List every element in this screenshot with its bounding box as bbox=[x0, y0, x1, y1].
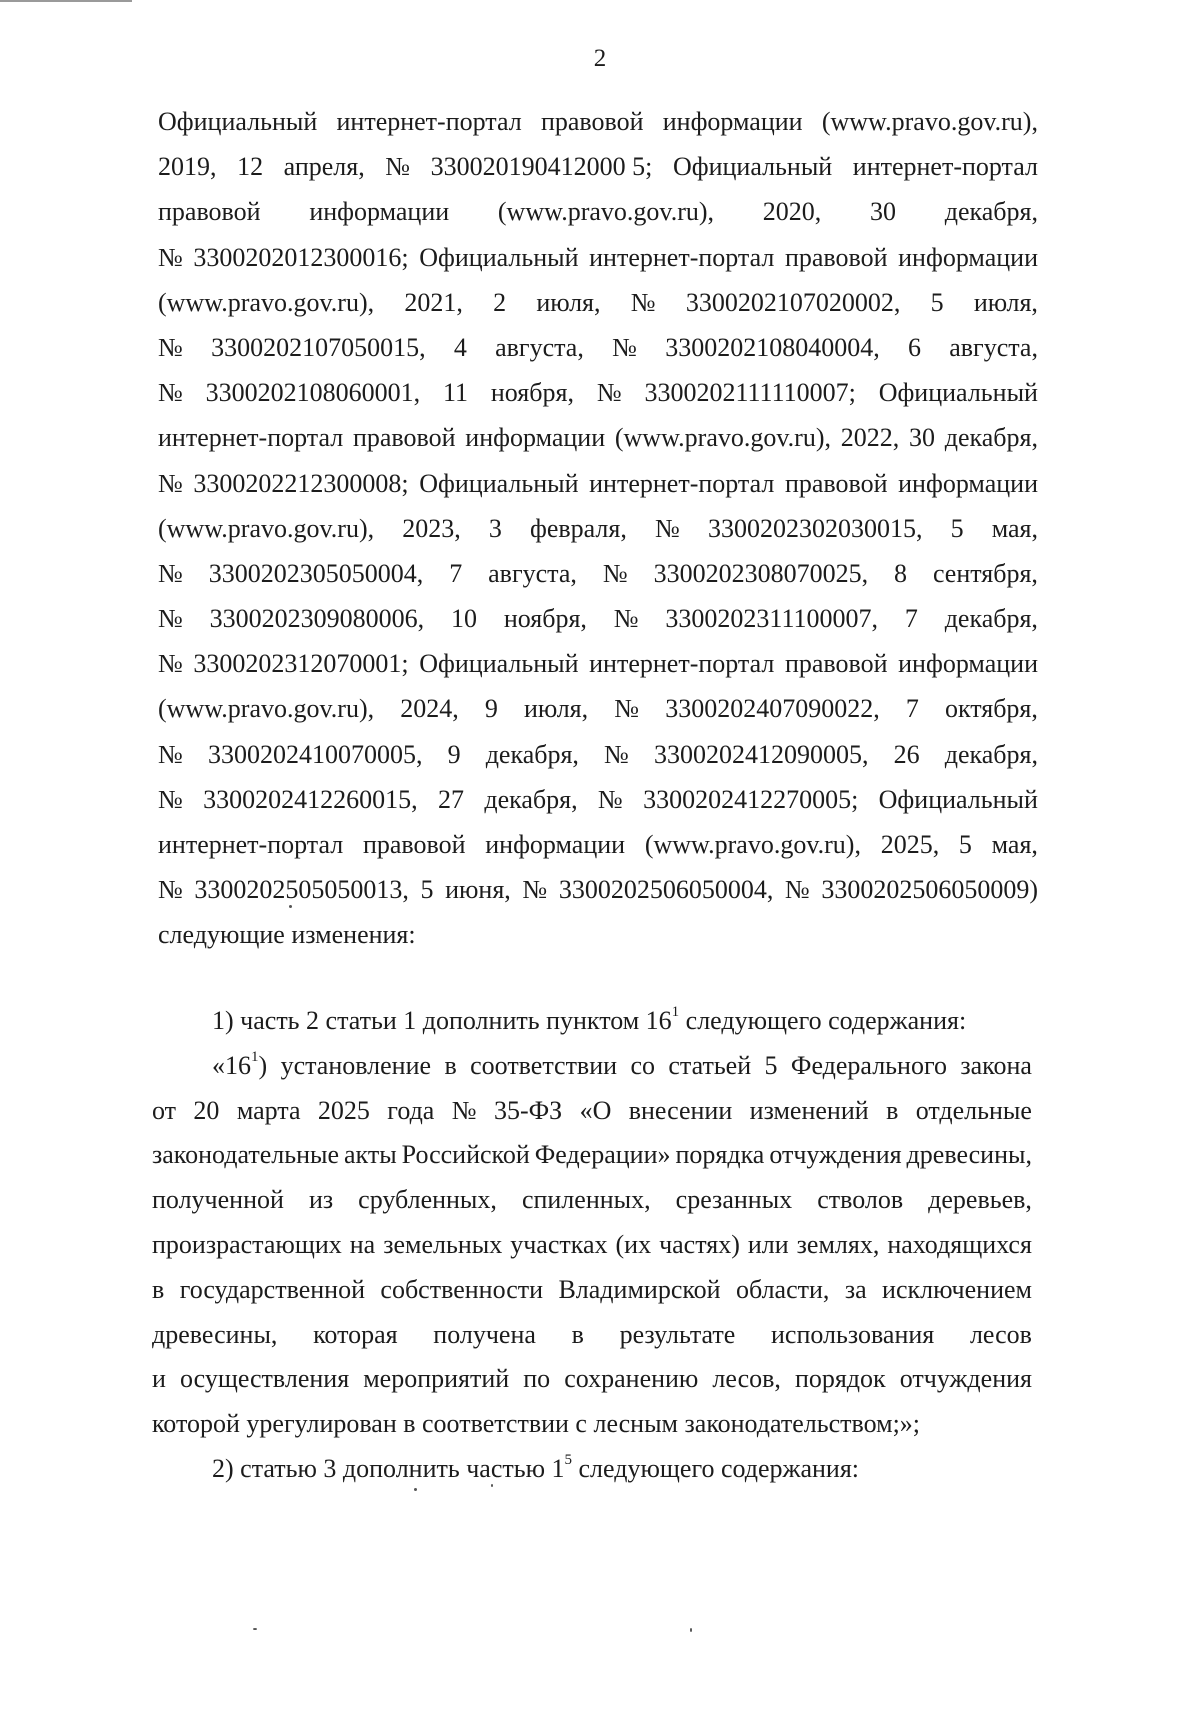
word: декабря, bbox=[485, 739, 579, 769]
word: 3300202412260015, bbox=[203, 784, 418, 814]
word: 7 bbox=[449, 558, 463, 588]
quote-open-number: «$16^1$) bbox=[212, 1049, 268, 1080]
word: порядок bbox=[794, 1364, 886, 1394]
word: правовой bbox=[352, 423, 456, 453]
word: 4 bbox=[453, 332, 467, 362]
text-line bbox=[152, 1178, 1032, 1223]
word: 2022, bbox=[840, 423, 900, 453]
word: 2025, bbox=[880, 830, 940, 859]
word: 2 bbox=[493, 287, 507, 317]
word: полученной bbox=[152, 1185, 284, 1215]
word: № bbox=[158, 875, 183, 905]
word: собственности bbox=[380, 1274, 544, 1304]
word: 3300202311100007, bbox=[665, 604, 878, 634]
text-line bbox=[158, 641, 1038, 686]
text-line bbox=[158, 461, 1038, 506]
word: правовой bbox=[784, 242, 888, 272]
word: информации bbox=[898, 242, 1038, 272]
word: (www.pravo.gov.ru), bbox=[821, 107, 1038, 136]
word: из bbox=[308, 1185, 334, 1215]
word: (www.pravo.gov.ru), bbox=[497, 197, 715, 227]
word: или bbox=[747, 1229, 789, 1259]
text-line bbox=[158, 732, 1038, 777]
word: № bbox=[522, 875, 548, 905]
word: в bbox=[571, 1319, 584, 1349]
word: 3300202108060001, bbox=[205, 378, 421, 408]
word: Владимирской bbox=[558, 1274, 721, 1304]
word: Официальный bbox=[419, 468, 579, 498]
word: 2019, bbox=[158, 152, 217, 182]
text-line bbox=[158, 686, 1038, 731]
word: ноября, bbox=[490, 378, 574, 408]
word: осуществления bbox=[179, 1364, 350, 1394]
word: 2023, bbox=[402, 513, 461, 543]
page-number: 2 bbox=[593, 45, 607, 72]
word: лесов bbox=[969, 1319, 1032, 1349]
word: 11 bbox=[443, 378, 469, 408]
text-line bbox=[158, 99, 1038, 144]
word: земельных bbox=[383, 1229, 503, 1259]
text-line bbox=[158, 506, 1038, 551]
text-line bbox=[152, 1089, 1032, 1134]
word: отдельные bbox=[915, 1095, 1032, 1125]
word: 10 bbox=[451, 604, 477, 634]
word: находящихся bbox=[887, 1229, 1032, 1259]
word: 5 bbox=[764, 1050, 778, 1080]
word: 3 bbox=[488, 513, 502, 543]
text-line bbox=[158, 189, 1038, 234]
word: июля, bbox=[973, 287, 1038, 317]
word: 27 bbox=[438, 784, 464, 814]
word: Официальный bbox=[419, 242, 579, 272]
word: 5 bbox=[420, 875, 434, 905]
word: № bbox=[604, 739, 629, 769]
word: со bbox=[630, 1050, 655, 1080]
word: Официальный bbox=[878, 784, 1038, 814]
quote-lines bbox=[152, 1089, 1032, 1403]
word: информации bbox=[309, 197, 450, 227]
word: августа, bbox=[949, 332, 1038, 362]
word: получена bbox=[433, 1319, 536, 1349]
word: № bbox=[158, 242, 183, 272]
word: мая, bbox=[991, 830, 1038, 859]
word: (www.pravo.gov.ru), bbox=[644, 830, 861, 859]
word: Федерального bbox=[790, 1050, 947, 1080]
word: 5 bbox=[958, 830, 972, 859]
word: деревьев, bbox=[928, 1185, 1032, 1215]
word: № bbox=[158, 378, 183, 408]
word: 2021, bbox=[404, 287, 463, 317]
word: правовой bbox=[784, 468, 888, 498]
word: августа, bbox=[495, 332, 584, 362]
word: интернет-портал bbox=[589, 649, 775, 679]
word: № bbox=[158, 649, 183, 679]
word: информации bbox=[485, 830, 626, 859]
text-line bbox=[158, 235, 1038, 280]
word: на bbox=[349, 1229, 376, 1259]
word: № bbox=[158, 558, 183, 588]
word: (их bbox=[615, 1229, 652, 1259]
word: интернет-портал bbox=[158, 830, 344, 859]
word: марта bbox=[236, 1095, 301, 1125]
quote-first-line bbox=[152, 1044, 1032, 1089]
word: Официальный bbox=[672, 152, 833, 182]
word: июня, bbox=[445, 875, 511, 905]
word: изменений bbox=[749, 1095, 869, 1125]
word: декабря, bbox=[944, 423, 1038, 453]
word: древесины, bbox=[152, 1319, 278, 1349]
word: (www.pravo.gov.ru), bbox=[614, 423, 831, 453]
text-line bbox=[158, 144, 1038, 189]
scan-speck bbox=[491, 1484, 493, 1487]
scan-speck bbox=[289, 905, 292, 908]
amendments-section bbox=[152, 999, 1032, 1492]
word: 6 bbox=[907, 332, 921, 362]
word: 26 bbox=[893, 739, 920, 769]
word: мая, bbox=[991, 513, 1038, 543]
word: 3300202302030015, bbox=[707, 513, 923, 543]
word: 9 bbox=[484, 694, 498, 724]
word: декабря, bbox=[484, 784, 578, 814]
word: Российской bbox=[401, 1140, 530, 1170]
word: № bbox=[158, 468, 183, 498]
word: № bbox=[784, 875, 810, 905]
word: интернет-портал bbox=[158, 423, 344, 453]
word: июля, bbox=[524, 694, 589, 724]
word: области, bbox=[736, 1274, 830, 1304]
word: мероприятий bbox=[363, 1364, 510, 1394]
word: июля, bbox=[536, 287, 601, 317]
word: землях, bbox=[796, 1229, 880, 1259]
word: интернет-портал bbox=[852, 152, 1038, 182]
word: 3300202412270005; bbox=[643, 784, 859, 814]
word: № bbox=[596, 378, 622, 408]
word: 5 bbox=[930, 287, 944, 317]
word: отчуждения bbox=[769, 1140, 902, 1170]
word: Официальный bbox=[419, 649, 579, 679]
word: Официальный bbox=[878, 378, 1038, 408]
text-line bbox=[158, 415, 1038, 460]
word: № bbox=[385, 152, 411, 182]
word: 3300202506050009) bbox=[821, 875, 1038, 905]
word: интернет-портал bbox=[589, 242, 775, 272]
word: информации bbox=[662, 107, 803, 136]
scan-speck bbox=[690, 1628, 692, 1632]
word: года bbox=[387, 1095, 435, 1125]
word: 3300202309080006, bbox=[209, 604, 425, 634]
word: срезанных bbox=[675, 1185, 793, 1215]
word: № bbox=[613, 604, 639, 634]
word: в bbox=[444, 1050, 457, 1080]
word: произрастающих bbox=[152, 1229, 342, 1259]
word: № bbox=[158, 604, 183, 634]
word: 3300202212300008; bbox=[193, 468, 409, 498]
word: (www.pravo.gov.ru), bbox=[158, 694, 375, 724]
word: 3300202108040004, bbox=[665, 332, 880, 362]
word: в bbox=[886, 1095, 899, 1125]
word: закона bbox=[960, 1050, 1032, 1080]
word: интернет-портал bbox=[336, 107, 522, 136]
word: за bbox=[844, 1274, 867, 1304]
word: 7 bbox=[904, 604, 918, 634]
word: апреля, bbox=[283, 152, 365, 182]
word: № bbox=[614, 694, 640, 724]
word: стволов bbox=[817, 1185, 904, 1215]
word: отчуждения bbox=[899, 1364, 1032, 1394]
word: 3300202412090005, bbox=[653, 739, 869, 769]
word: интернет-портал bbox=[589, 468, 775, 498]
word: (www.pravo.gov.ru), bbox=[158, 513, 375, 543]
word: 5 bbox=[950, 513, 964, 543]
word: 2024, bbox=[400, 694, 459, 724]
amendment-item-2: 2) статью 3 дополнить частью $1^5$ следующего содержания: bbox=[212, 1452, 860, 1483]
word: правовой bbox=[362, 830, 466, 859]
word: 7 bbox=[905, 694, 919, 724]
word: внесении bbox=[628, 1095, 733, 1125]
word: результате bbox=[619, 1319, 736, 1349]
word: порядка bbox=[675, 1140, 765, 1170]
word: Федерации» bbox=[534, 1140, 671, 1170]
word: 3300202407090022, bbox=[665, 694, 880, 724]
word: августа, bbox=[488, 558, 577, 588]
word: срубленных, bbox=[358, 1185, 497, 1215]
word: древесины, bbox=[906, 1140, 1032, 1170]
word: 3300202410070005, bbox=[207, 739, 423, 769]
word: № bbox=[597, 784, 623, 814]
word: 3300202305050004, bbox=[208, 558, 424, 588]
word: правовой bbox=[158, 197, 261, 227]
word: 3300202505050013, bbox=[194, 875, 409, 905]
word: № bbox=[655, 513, 680, 543]
scan-speck bbox=[414, 1488, 417, 1491]
word: Официальный bbox=[158, 107, 318, 136]
text-line bbox=[158, 370, 1038, 415]
word: февраля, bbox=[530, 513, 627, 543]
paragraph-last-line: следующие изменения: bbox=[158, 920, 416, 950]
text-line bbox=[152, 1357, 1032, 1402]
scan-speck bbox=[253, 1628, 257, 1630]
word: 2025 bbox=[317, 1095, 370, 1125]
word: использования bbox=[771, 1319, 935, 1349]
word: 35-ФЗ bbox=[493, 1095, 563, 1125]
word: правовой bbox=[540, 107, 644, 136]
text-line bbox=[152, 1313, 1032, 1358]
word: № bbox=[451, 1095, 477, 1125]
word: лесов, bbox=[712, 1364, 781, 1394]
text-line bbox=[158, 822, 1038, 867]
word: 9 bbox=[447, 739, 461, 769]
word: 3300202308070025, bbox=[653, 558, 869, 588]
word: в bbox=[152, 1274, 165, 1304]
word: и bbox=[152, 1364, 166, 1394]
amendment-sources-paragraph bbox=[158, 99, 1038, 958]
word: от bbox=[152, 1095, 177, 1125]
justified-lines bbox=[158, 99, 1038, 912]
word: 3300202107020002, bbox=[685, 287, 901, 317]
top-rule bbox=[0, 0, 132, 2]
text-line bbox=[158, 777, 1038, 822]
word: 3300202312070001; bbox=[193, 649, 409, 679]
word: (www.pravo.gov.ru), bbox=[158, 287, 375, 317]
word: 3300202111110007; bbox=[644, 378, 856, 408]
text-line bbox=[152, 1223, 1032, 1268]
word: № bbox=[602, 558, 628, 588]
word: 12 bbox=[237, 152, 264, 182]
word: декабря, bbox=[944, 197, 1038, 227]
word: информации bbox=[898, 468, 1038, 498]
word: 20 bbox=[193, 1095, 220, 1125]
word: законодательные bbox=[152, 1140, 340, 1170]
word: установление bbox=[280, 1050, 432, 1080]
quote-last-line: которой урегулирован в соответствии с лесным законодательством;»; bbox=[152, 1409, 921, 1439]
word: правовой bbox=[784, 649, 888, 679]
word: участках bbox=[510, 1229, 608, 1259]
word: акты bbox=[344, 1140, 397, 1170]
word: № bbox=[630, 287, 656, 317]
word: информации bbox=[898, 649, 1038, 679]
word: 30 bbox=[869, 197, 896, 227]
text-line bbox=[158, 325, 1038, 370]
word: № bbox=[158, 784, 183, 814]
word: по bbox=[523, 1364, 551, 1394]
amendment-item-1: 1) часть 2 статьи 1 дополнить пунктом $16^1$ следующего содержания: bbox=[212, 1004, 967, 1035]
word: «О bbox=[579, 1095, 612, 1125]
word: 3300202012300016; bbox=[193, 242, 409, 272]
word: исключением bbox=[882, 1274, 1032, 1304]
word: декабря, bbox=[944, 739, 1038, 769]
word: сохранению bbox=[564, 1364, 699, 1394]
word: частях) bbox=[659, 1229, 740, 1259]
word: 330020190412000 5; bbox=[430, 152, 653, 182]
word: государственной bbox=[179, 1274, 365, 1304]
text-line bbox=[152, 1268, 1032, 1313]
word: соответствии bbox=[470, 1050, 618, 1080]
text-line bbox=[158, 280, 1038, 325]
text-line bbox=[158, 596, 1038, 641]
word: 3300202107050015, bbox=[211, 332, 426, 362]
text-line bbox=[158, 551, 1038, 596]
word: октября, bbox=[944, 694, 1038, 724]
word: ноября, bbox=[503, 604, 587, 634]
word: № bbox=[158, 739, 183, 769]
word: № bbox=[612, 332, 637, 362]
word: декабря, bbox=[944, 604, 1038, 634]
word: 2020, bbox=[762, 197, 822, 227]
word: № bbox=[158, 332, 183, 362]
word: спиленных, bbox=[521, 1185, 651, 1215]
text-line bbox=[152, 1133, 1032, 1178]
word: статьей bbox=[668, 1050, 752, 1080]
word: которая bbox=[313, 1319, 398, 1349]
word: 8 bbox=[894, 558, 907, 588]
word: 3300202506050004, bbox=[558, 875, 774, 905]
word: сентября, bbox=[932, 558, 1038, 588]
word: информации bbox=[465, 423, 606, 453]
word: 30 bbox=[909, 423, 935, 453]
